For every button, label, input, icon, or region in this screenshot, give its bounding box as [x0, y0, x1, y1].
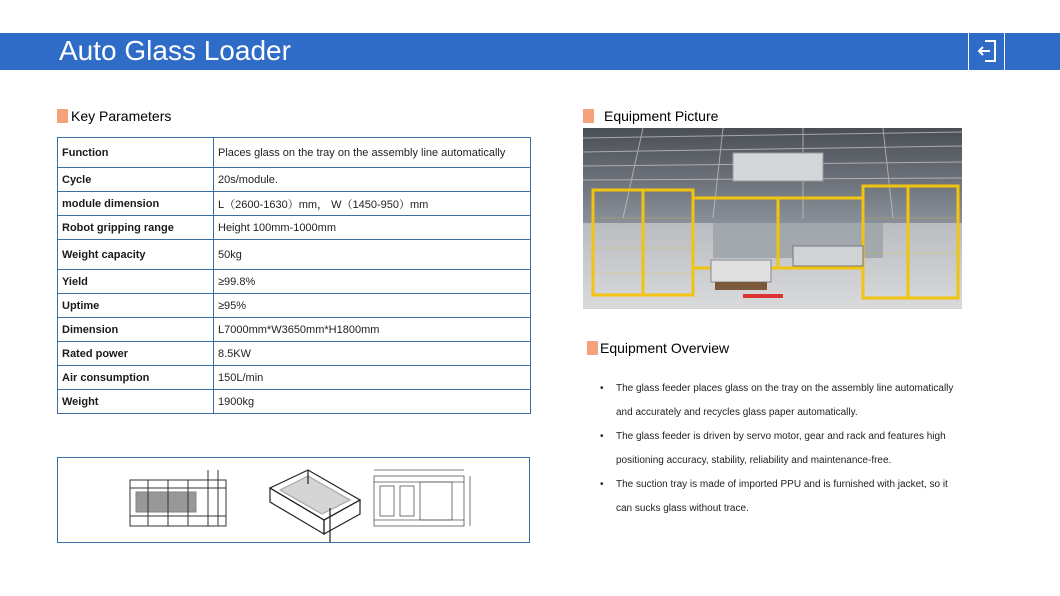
equipment-photo [583, 128, 962, 309]
bullet: • [600, 431, 604, 442]
param-value: 150L/min [214, 366, 531, 390]
param-key: Cycle [58, 168, 214, 192]
table-row [58, 216, 531, 240]
param-value: ≥99.8% [214, 270, 531, 294]
table-row [58, 168, 531, 192]
list-item-text: The glass feeder places glass on the tray on the assembly line automatically and accurately and recycles glass paper automatically. [616, 383, 954, 418]
list-item-text: The suction tray is made of imported PPU and is furnished with jacket, so it can sucks glass without trace. [616, 479, 948, 514]
table-row [58, 318, 531, 342]
param-key: Air consumption [58, 366, 214, 390]
param-value: 1900kg [214, 390, 531, 414]
list-item [600, 377, 960, 425]
param-value: 8.5KW [214, 342, 531, 366]
technical-drawings [57, 457, 530, 543]
key-parameters-heading: Key Parameters [57, 108, 171, 124]
param-value: Height 100mm-1000mm [214, 216, 531, 240]
param-key: Weight [58, 390, 214, 414]
table-row [58, 390, 531, 414]
param-value: 20s/module. [214, 168, 531, 192]
list-item [600, 425, 960, 473]
equipment-picture-heading: Equipment Picture [583, 108, 718, 124]
param-key: Uptime [58, 294, 214, 318]
equipment-overview-heading: Equipment Overview [587, 340, 729, 356]
drawing-views-image [58, 458, 529, 542]
param-key: Yield [58, 270, 214, 294]
param-key: Function [58, 138, 214, 168]
bullet: • [600, 383, 604, 394]
page-title: Auto Glass Loader [59, 35, 291, 66]
param-key: Rated power [58, 342, 214, 366]
param-key: Dimension [58, 318, 214, 342]
table-row [58, 192, 531, 216]
param-key: Weight capacity [58, 240, 214, 270]
table-row [58, 294, 531, 318]
table-row [58, 270, 531, 294]
param-key: Robot gripping range [58, 216, 214, 240]
list-item [600, 473, 960, 521]
param-value: ≥95% [214, 294, 531, 318]
list-item-text: The glass feeder is driven by servo motor, gear and rack and features high positioning accuracy, stability, reliability and maintenance-free. [616, 431, 946, 466]
section-marker [583, 109, 594, 123]
table-row [58, 342, 531, 366]
param-value: 50kg [214, 240, 531, 270]
equipment-overview-list [600, 377, 960, 521]
section-marker [57, 109, 68, 123]
table-row [58, 138, 531, 168]
key-parameters-table [57, 137, 531, 414]
table-row [58, 366, 531, 390]
exit-icon [976, 39, 998, 63]
param-value: L7000mm*W3650mm*H1800mm [214, 318, 531, 342]
exit-button[interactable] [968, 33, 1005, 70]
section-marker [587, 341, 598, 355]
bullet: • [600, 479, 604, 490]
param-key: module dimension [58, 192, 214, 216]
param-value: Places glass on the tray on the assembly line automatically [214, 138, 531, 168]
param-value: L（2600-1630）mm， W（1450-950）mm [214, 192, 531, 216]
header-bar [0, 33, 1060, 70]
table-row [58, 240, 531, 270]
